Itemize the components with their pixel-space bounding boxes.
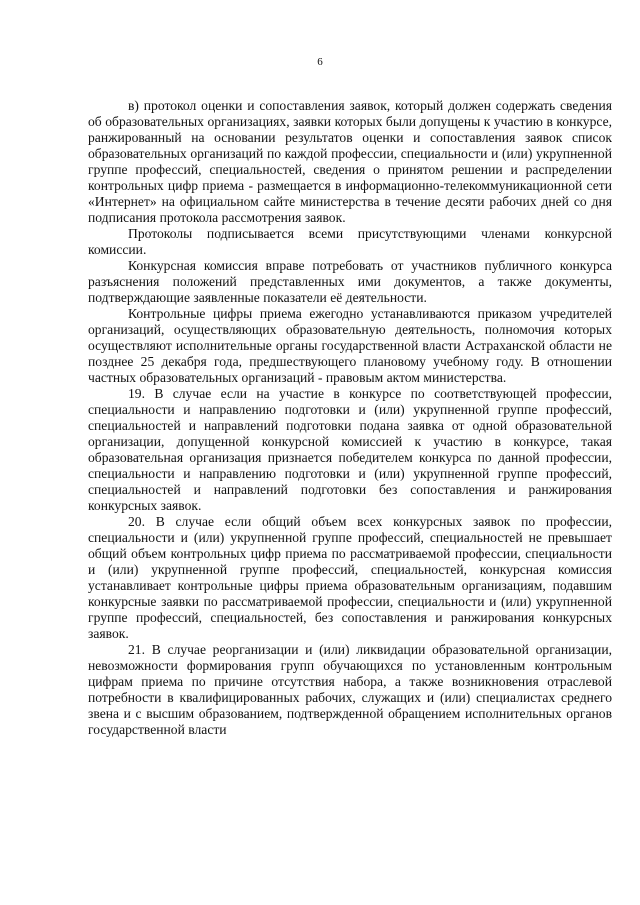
paragraph-item-20: 20. В случае если общий объем всех конкурсных заявок по профессии, специальности и (или) укрупненной группе профессий, специальностей не превышает общий объем контрольных цифр приема по рассматриваемой профессии, специальности и (или) укрупненной группе профессий, специальностей, конкурсная комиссия устанавливает контрольные цифры приема образовательным организациям, подавшим конкурсные заявки по рассматриваемой профессии, специальности и (или) укрупненной группе профессий, специальностей, без сопоставления и ранжирования конкурсных заявок. (88, 514, 612, 641)
document-body (88, 98, 612, 738)
page-number: 6 (317, 56, 323, 68)
paragraph-protocols-signed: Протоколы подписывается всеми присутствующими членами конкурсной комиссии. (88, 226, 612, 257)
paragraph-control-figures: Контрольные цифры приема ежегодно устанавливаются приказом учредителей организаций, осуществляющих образовательную деятельность, полномочия которых осуществляют исполнительные органы государственной власти Астраханской области не позднее 25 декабря года, предшествующего плановому учебному году. В отношении частных образовательных организаций - правовым актом министерства. (88, 306, 612, 385)
paragraph-item-21: 21. В случае реорганизации и (или) ликвидации образовательной организации, невозможности формирования групп обучающихся по установленным контрольным цифрам приема по причине отсутствия набора, а также возникновения отраслевой потребности в квалифицированных рабочих, служащих и (или) специалистах среднего звена и с высшим образованием, подтвержденной обращением исполнительных органов государственной власти (88, 642, 612, 737)
paragraph-protocol-v: в) протокол оценки и сопоставления заявок, который должен содержать сведения об образовательных организациях, заявки которых были допущены к участию в конкурсе, ранжированный на основании результатов оценки и сопоставления заявок список образовательных организаций по каждой профессии, специальности и (или) укрупненной группе профессий, специальностей, сведения о принятом решении и распределении контрольных цифр приема - размещается в информационно-телекоммуникационной сети «Интернет» на официальном сайте министерства в течение десяти рабочих дней со дня подписания протокола рассмотрения заявок. (88, 98, 612, 225)
paragraph-item-19: 19. В случае если на участие в конкурсе по соответствующей профессии, специальности и направлению подготовки и (или) укрупненной группе профессий, специальностей и направлений подготовки подана заявка от одной образовательной организации, допущенной конкурсной комиссией к участию в конкурсе, такая образовательная организация признается победителем конкурса по данной профессии, специальности и направлению подготовки и (или) укрупненной группе профессий, специальностей и направлений подготовки без сопоставления и ранжирования конкурсных заявок. (88, 386, 612, 513)
paragraph-commission-request: Конкурсная комиссия вправе потребовать от участников публичного конкурса разъяснения положений представленных ими документов, а также документы, подтверждающие заявленные показатели её деятельности. (88, 258, 612, 305)
